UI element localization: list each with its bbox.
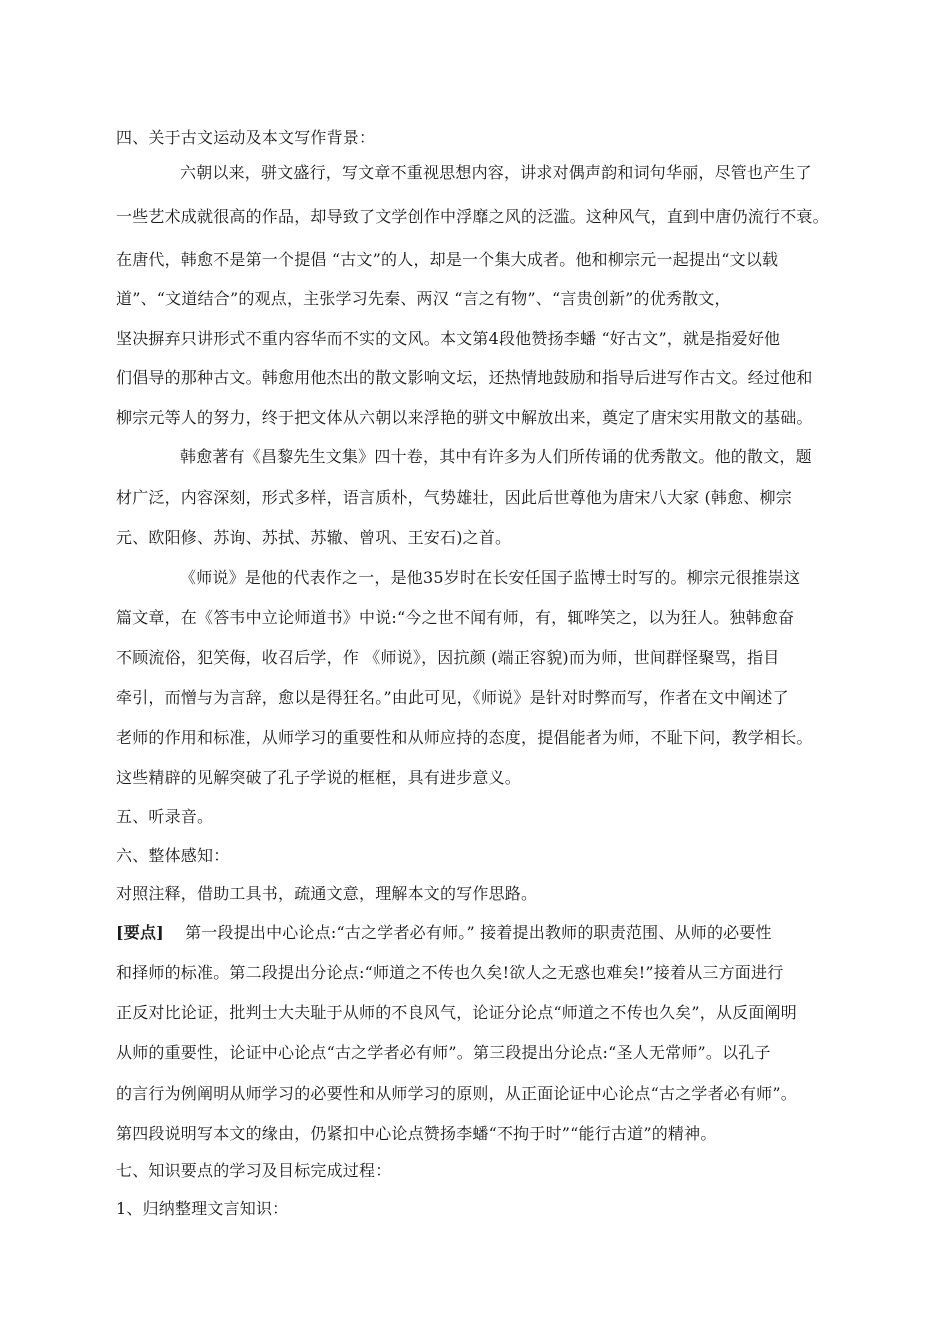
heading-section-7: 七、知识要点的学习及目标完成过程： [116,1161,392,1180]
paragraph-line: 们倡导的那种古文。韩愈用他杰出的散文影响文坛，还热情地鼓励和指导后进写作古文。经过他和 [116,368,813,387]
subheading-1: 1、归纳整理文言知识： [116,1199,289,1218]
paragraph-line: 韩愈著有《昌黎先生文集》四十卷，其中有许多为人们所传诵的优秀散文。他的散文，题 [180,447,812,466]
paragraph-line: 篇文章，在《答韦中立论师道书》中说:“今之世不闻有师，有，辄哗笑之，以为狂人。独韩愈奋 [116,608,795,627]
paragraph-line: 材广泛，内容深刻，形式多样，语言质朴，气势雄壮，因此后世尊他为唐宋八大家 (韩愈、柳宗 [116,488,792,507]
paragraph-line: 一些艺术成就很高的作品，却导致了文学创作中浮靡之风的泛滥。这种风气，直到中唐仍流行不衰。 [116,207,829,226]
paragraph-line: 牵引，而憎与为言辞，愈以是得狂名。”由此可见，《师说》是针对时弊而写，作者在文中阐述了 [116,688,789,707]
paragraph-line: 《师说》是他的代表作之一，是他35岁时在长安任国子监博士时写的。柳宗元很推崇这 [180,568,801,587]
paragraph-line: 和择师的标准。第二段提出分论点:“师道之不传也久矣!欲人之无惑也难矣!”接着从三方面进行 [116,963,784,982]
paragraph-line: 六朝以来，骈文盛行，写文章不重视思想内容，讲求对偶声韵和词句华丽，尽管也产生了 [180,163,812,182]
key-points-text: 第一段提出中心论点:“古之学者必有师。” 接着提出教师的职责范围、从师的必要性 [185,923,772,942]
paragraph-line: 第四段说明写本文的缘由，仍紧扣中心论点赞扬李蟠“不拘于时”“能行古道”的精神。 [116,1124,717,1143]
paragraph-line: 正反对比论证，批判士大夫耻于从师的不良风气，论证分论点“师道之不传也久矣”，从反面阐明 [116,1003,797,1022]
paragraph-line: 老师的作用和标准，从师学习的重要性和从师应持的态度，提倡能者为师，不耻下问，教学相长。 [116,728,813,747]
paragraph-line: 元、欧阳修、苏询、苏拭、苏辙、曾巩、王安石)之首。 [116,528,512,547]
paragraph-line: 不顾流俗，犯笑侮，收召后学，作 《师说》，因抗颜 (端正容貌)而为师，世间群怪聚骂，指目 [116,648,780,667]
paragraph-line: 道”、“文道结合”的观点，主张学习先秦、两汉 “言之有物”、“言贵创新”的优秀散文， [116,289,731,308]
heading-section-6: 六、整体感知： [116,846,230,865]
heading-section-5: 五、听录音。 [116,807,214,826]
paragraph-line: 的言行为例阐明从师学习的必要性和从师学习的原则，从正面论证中心论点“古之学者必有师”。 [116,1084,797,1103]
paragraph-line: 坚决摒弃只讲形式不重内容华而不实的文风。本文第4段他赞扬李蟠 “好古文”，就是指爱好他 [116,329,781,348]
key-points-label: [要点] [116,923,164,942]
heading-section-4: 四、关于古文运动及本文写作背景： [116,128,376,147]
paragraph-line: 这些精辟的见解突破了孔子学说的框框，具有进步意义。 [116,768,522,787]
paragraph-line: 柳宗元等人的努力，终于把文体从六朝以来浮艳的骈文中解放出来，奠定了唐宋实用散文的基础。 [116,408,813,427]
paragraph-line: 在唐代，韩愈不是第一个提倡 “古文”的人，却是一个集大成者。他和柳宗元一起提出“文以载 [116,250,779,269]
paragraph-line: 对照注释，借助工具书，疏通文意，理解本文的写作思路。 [116,884,538,903]
key-points-line [116,923,772,943]
paragraph-line: 从师的重要性，论证中心论点“古之学者必有师”。第三段提出分论点:“圣人无常师”。以孔子 [116,1043,771,1062]
